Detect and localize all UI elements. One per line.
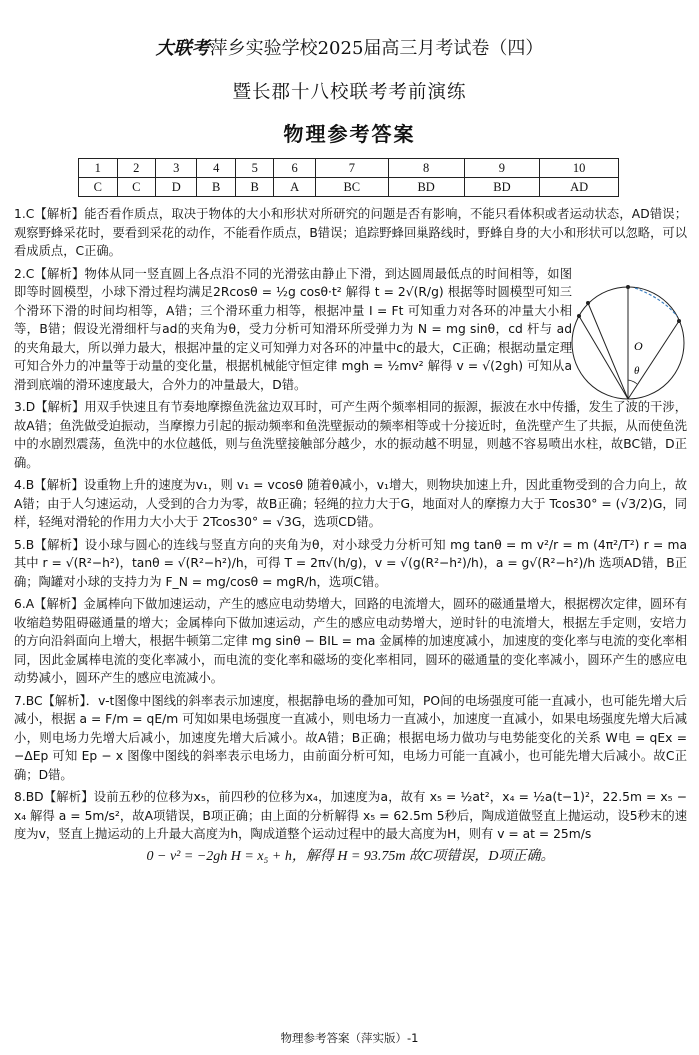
answer-table-number-row <box>79 159 619 178</box>
table-cell: 4 <box>197 159 236 178</box>
figure-dashed-arc <box>635 288 677 316</box>
solution-q2: 2.C【解析】物体从同一竖直圆上各点沿不同的光滑弦由静止下滑，到达圆周最低点的时间相等，如图即等时圆模型，小球下滑过程均满足2Rcosθ = ½g cosθ·t² 解得 t = 2√(R/g) 根据等时圆模型可知三个滑环下滑的时间均相等，A错；三个滑环重力相等，根据冲量 I = Ft 可知重力对各环的冲量大小相等，B错；假设光滑细杆与ad的夹角为θ，受力分析可知滑环所受弹力为 N = mg sinθ，cd 杆与 ad 的夹角最大，所以弹力最大，根据冲量的定义可知弹力对各环的冲量中c的最大，C正确；根据动量定理可知合外力的冲量等于动量的变化量，根据机械能守恒定律 mgh = ½mv² 解得 v = √(2gh) 可知从a滑到底端的滑环速度最大，合外力的冲量最大，D错。 <box>14 266 572 392</box>
figure-label-o: O <box>634 339 643 353</box>
solution-q8: 8.BD【解析】设前五秒的位移为x₅，前四秒的位移为x₄，加速度为a，故有 x₅ = ½at²，x₄ = ½a(t−1)²，22.5m = x₅ − x₄ 解得 a = 5m/s²，故A项错误，B项正确；由上面的分析解得 x₅ = 62.5m 5秒后，陶成道做竖直上抛运动，设5秒末的速度为v，竖直上抛运动的上升最大高度为h，陶成道整个运动过程中的最大高度为H，则有 v = at = 25m/s <box>14 790 687 841</box>
table-cell: 6 <box>274 159 315 178</box>
figure-point <box>586 301 590 305</box>
figure-chord <box>588 303 628 399</box>
table-cell: BD <box>464 178 540 197</box>
solution-q8-equation: 0 − v² = −2gh H = x₅ + h，解得 H = 93.75m 故C项错误，D项正确。 <box>146 848 555 864</box>
figure-point <box>577 314 581 318</box>
table-cell: BC <box>315 178 388 197</box>
answer-table <box>78 158 619 197</box>
table-cell: 10 <box>540 159 619 178</box>
answer-table-answer-row <box>79 178 619 197</box>
page-footer: 物理参考答案（萍实版）-1 <box>280 1031 419 1045</box>
table-cell: 9 <box>464 159 540 178</box>
table-cell: C <box>79 178 118 197</box>
table-cell: 7 <box>315 159 388 178</box>
isochronous-circle-figure <box>567 258 689 428</box>
table-cell: A <box>274 178 315 197</box>
school-title: 萍乡实验学校2025届高三月考试卷（四） <box>209 38 544 59</box>
table-cell: C <box>117 178 156 197</box>
figure-chord <box>628 321 679 399</box>
table-cell: AD <box>540 178 619 197</box>
table-cell: 8 <box>388 159 464 178</box>
table-cell: 5 <box>235 159 274 178</box>
table-cell: B <box>235 178 274 197</box>
solution-q6: 6.A【解析】金属棒向下做加速运动，产生的感应电动势增大，回路的电流增大，圆环的磁通量增大，根据楞次定律，圆环有收缩趋势阻碍磁通量的增大；金属棒向下做加速运动，产生的感应电动势增大，逆时针的电流增大，根据左手定则，安培力的方向沿斜面向上增大，根据牛顿第二定律 mg sinθ − BIL = ma 金属棒的加速度减小，加速度的变化率与电流的变化率相同，因此金属棒电流的变化率减小，而电流的变化率和磁场的变化率相同，圆环的磁通量的变化率减小，圆环产生的感应电动势减小，圆环产生的感应电流减小。 <box>14 597 687 685</box>
solution-q1: 1.C【解析】能否看作质点，取决于物体的大小和形状对所研究的问题是否有影响，不能只看体积或者运动状态，AD错误；观察野蜂采花时，要看到采花的动作，不能看作质点，B错误；追踪野蜂回巢路线时，野蜂自身的大小和形状可以忽略，可以看成质点，C正确。 <box>14 207 687 258</box>
table-cell: 3 <box>156 159 197 178</box>
solution-q7: 7.BC【解析】．v-t图像中图线的斜率表示加速度，根据静电场的叠加可知，PO间的电场强度可能一直减小，也可能先增大后减小，根据 a = F/m = qE/m 可知如果电场强度一直减小，则电场力一直减小，加速度一直减小，如果电场强度先增大后减小，则电场力先增大后减小，加速度先增大后减小。故A错；B正确；根据电场力做功与电势能变化的关系 W电 = qEx = −ΔEp 可知 Ep − x 图像中图线的斜率表示电场力，由前面分析可知，电场力可能一直减小，也可能先增大后减小。故C正确；D错。 <box>14 693 687 782</box>
exam-subtitle: 暨长郡十八校联考考前演练 <box>232 82 467 103</box>
figure-chord <box>579 316 628 399</box>
brand-logo: 大联考 <box>155 38 210 59</box>
exam-title <box>0 34 699 60</box>
figure-angle-arc <box>628 380 637 384</box>
table-cell: BD <box>388 178 464 197</box>
solution-q5: 5.B【解析】设小球与圆心的连线与竖直方向的夹角为θ，对小球受力分析可知 mg tanθ = m v²/r = m (4π²/T²) r = ma 其中 r = √(R²−h²)，tanθ = √(R²−h²)/h，可得 T = 2π√(h/g)，v = √(g(R²−h²)/h)，a = g√(R²−h²)/h 选项AD错，B正确；陶罐对小球的支持力为 F_N = mg/cosθ = mgR/h，选项C错。 <box>14 537 687 589</box>
table-cell: B <box>197 178 236 197</box>
solution-q4: 4.B【解析】设重物上升的速度为v₁，则 v₁ = vcosθ 随着θ减小，v₁增大，则物块加速上升，因此重物受到的合力向上，故A错；由于人匀速运动，人受到的合力为零，故B正确；轻绳的拉力大于G，地面对人的摩擦力大于 Tcos30° = (√3/2)G，同样，轻绳对滑轮的作用力大小大于 2Tcos30° = √3G，选项CD错。 <box>14 478 687 529</box>
table-cell: D <box>156 178 197 197</box>
figure-point <box>677 319 681 323</box>
document-title: 物理参考答案 <box>283 122 416 146</box>
figure-label-theta: θ <box>634 365 640 377</box>
figure-point <box>626 285 630 289</box>
table-cell: 1 <box>79 159 118 178</box>
table-cell: 2 <box>117 159 156 178</box>
solution-q3: 3.D【解析】用双手快速且有节奏地摩擦鱼洗盆边双耳时，可产生两个频率相同的振源，振波在水中传播，发生了波的干涉，故A错；鱼洗做受迫振动，当摩擦力引起的振动频率和鱼洗壁振动的频率相等或十分接近时，鱼洗壁产生了共振，从而使鱼洗中的水剧烈震荡，鱼洗中的水位越低，则与鱼洗壁接触部分越少，水的振动越不明显，则越不容易喷出水柱，故BC错，D正确。 <box>14 400 687 470</box>
